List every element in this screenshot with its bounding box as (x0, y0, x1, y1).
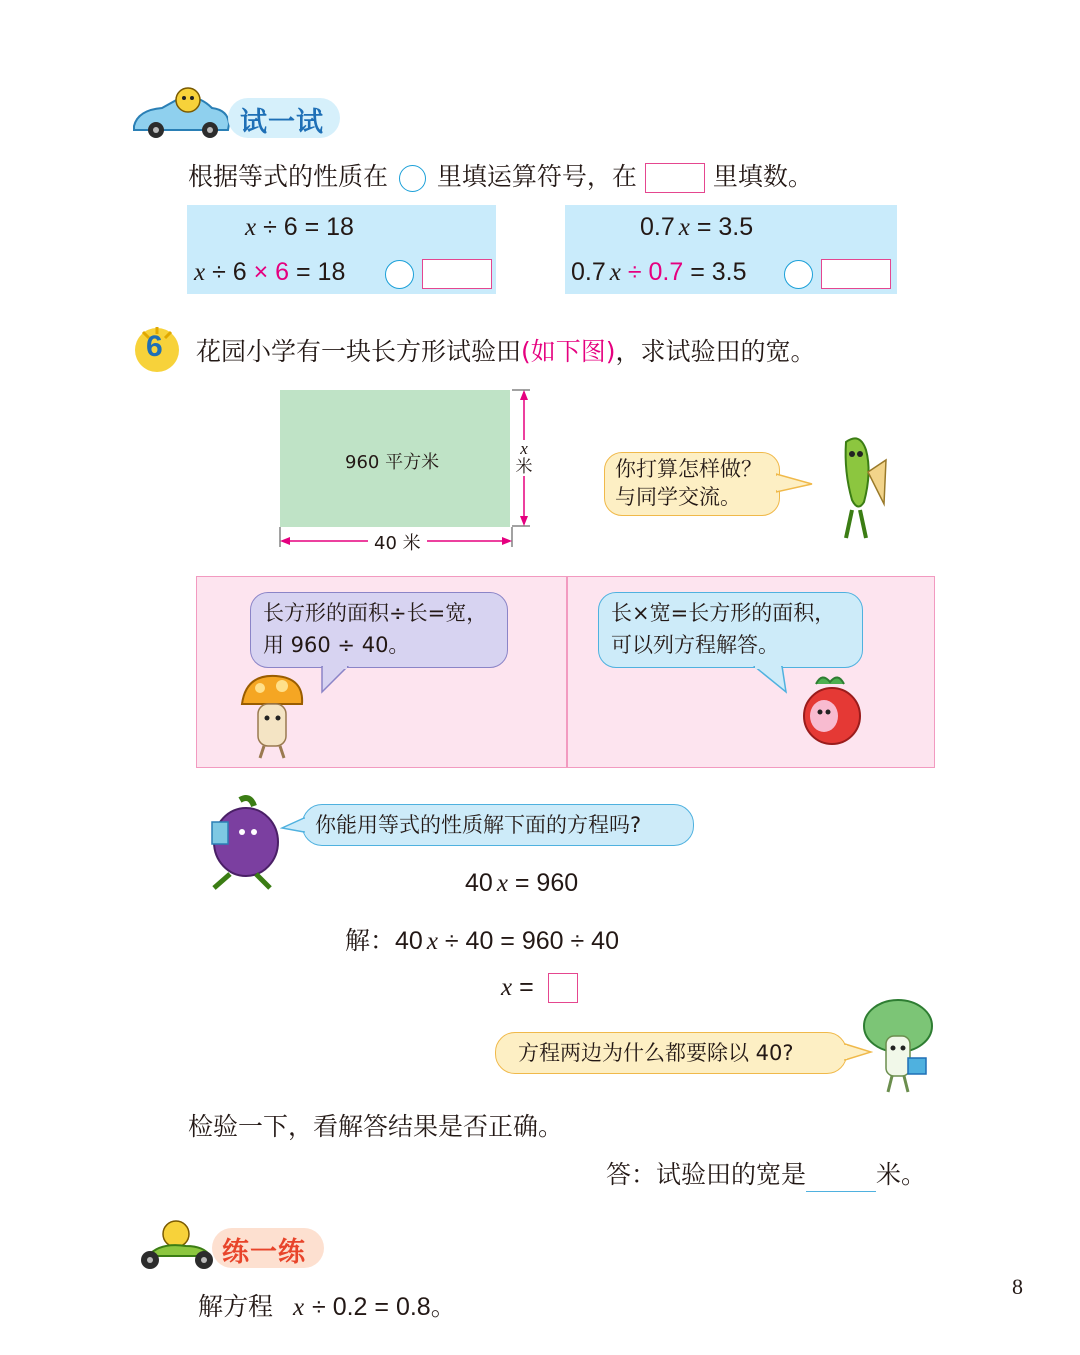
answer-suffix: 米。 (876, 1160, 927, 1189)
try-instruction (188, 160, 813, 194)
equation-rest: = 3.5 (696, 213, 754, 241)
page-number: 8 (1012, 1274, 1023, 1299)
operator-blank-circle[interactable] (784, 260, 813, 289)
bubble-line: 方程两边为什么都要除以 40? (518, 1041, 794, 1065)
instruction-part-a: 根据等式的性质在 (188, 162, 389, 191)
number-blank-box[interactable] (422, 259, 492, 289)
bubble-line: 长方形的面积÷长=宽， (263, 601, 488, 625)
bubble-tail-icon (280, 816, 306, 836)
practice-label: 解方程 (198, 1292, 274, 1321)
bubble-line: 用 960 ÷ 40。 (263, 633, 410, 657)
left-equation-line1 (245, 213, 354, 242)
answer-blank-box[interactable] (548, 973, 578, 1003)
instruction-part-b: 里填运算符号，在 (436, 162, 637, 191)
check-text: 检验一下，看解答结果是否正确。 (188, 1112, 564, 1141)
equation-part: ÷ 6 (212, 258, 247, 286)
bubble-line: 你打算怎样做？ (615, 457, 762, 481)
variable-x: x (609, 259, 621, 286)
number-blank-box[interactable] (821, 259, 891, 289)
height-unit: 米 (515, 457, 533, 477)
mushroom-character-icon (236, 670, 308, 760)
equation-3 (501, 973, 534, 1002)
cabbage-character-icon (858, 996, 940, 1094)
field-area-label: 960 平方米 (345, 452, 440, 473)
why-speech-bubble (495, 1032, 847, 1074)
question-part: 花园小学有一块长方形试验田 (196, 337, 522, 366)
right-equation-line2 (571, 258, 747, 287)
question-reference: (如下图) (521, 337, 616, 366)
practice-title: 练一练 (222, 1237, 306, 1268)
answer-blank[interactable] (806, 1165, 876, 1192)
equation-1 (465, 869, 578, 898)
operator-blank-circle[interactable] (385, 260, 414, 289)
car-mascot-icon (128, 86, 233, 142)
example-question (196, 335, 816, 369)
equation-rest: = (519, 973, 534, 1001)
equation-part: 40 (465, 869, 493, 897)
variable-x: x (501, 974, 513, 1001)
practice-equation (198, 1290, 456, 1325)
box-blank-icon (645, 163, 705, 193)
height-label (512, 440, 536, 476)
variable-x: x (520, 439, 528, 458)
equation-rest: ÷ 6 = 18 (263, 213, 354, 241)
bubble-tail-icon (776, 472, 816, 496)
eggplant-character-icon (194, 792, 294, 892)
equation-rest: ÷ 40 = 960 ÷ 40 (444, 927, 619, 955)
bubble-line: 与同学交流。 (615, 485, 741, 509)
question-part: ，求试验田的宽。 (615, 337, 816, 366)
plan-speech-bubble (604, 452, 780, 516)
equation-part: 0.7 (571, 258, 606, 286)
radish-character-icon (796, 672, 866, 750)
right-equation-line1 (640, 213, 753, 242)
left-equation-line2 (194, 258, 345, 287)
variable-x: x (194, 259, 206, 286)
equation-part: = 3.5 (690, 258, 747, 286)
bubble-line: 可以列方程解答。 (611, 633, 779, 657)
equation-operation: ÷ 0.7 (627, 258, 684, 286)
solution-label: 解： (345, 926, 396, 955)
variable-x: x (678, 214, 690, 241)
answer-prefix: 答：试验田的宽是 (606, 1160, 807, 1189)
variable-x: x (426, 928, 438, 955)
equation-rest: = 960 (514, 869, 579, 897)
variable-x: x (496, 870, 508, 897)
bubble-tail-icon (318, 666, 358, 696)
variable-x: x (292, 1294, 305, 1321)
bubble-tail-icon (752, 666, 792, 696)
equation-rest: ÷ 0.2 = 0.8。 (312, 1293, 456, 1321)
variable-x: x (245, 214, 257, 241)
panel-divider (566, 576, 568, 768)
width-label: 40 米 (368, 529, 427, 555)
bubble-line: 你能用等式的性质解下面的方程吗? (315, 813, 642, 837)
circle-blank-icon (399, 165, 426, 192)
try-title: 试一试 (240, 107, 324, 138)
equation-2 (345, 921, 619, 957)
answer-line (606, 1158, 926, 1192)
example-number: 6 (146, 330, 163, 363)
bubble-line: 长×宽=长方形的面积， (611, 601, 836, 625)
bean-character-icon (826, 432, 890, 544)
left-thought-bubble (250, 592, 508, 668)
right-thought-bubble (598, 592, 863, 668)
instruction-part-c: 里填数。 (712, 162, 813, 191)
equation-part: = 18 (296, 258, 346, 286)
question-speech-bubble (302, 804, 694, 846)
equation-operation: × 6 (253, 258, 290, 286)
motorbike-mascot-icon (130, 1218, 222, 1272)
equation-part: 40 (395, 927, 423, 955)
equation-part: 0.7 (640, 213, 675, 241)
